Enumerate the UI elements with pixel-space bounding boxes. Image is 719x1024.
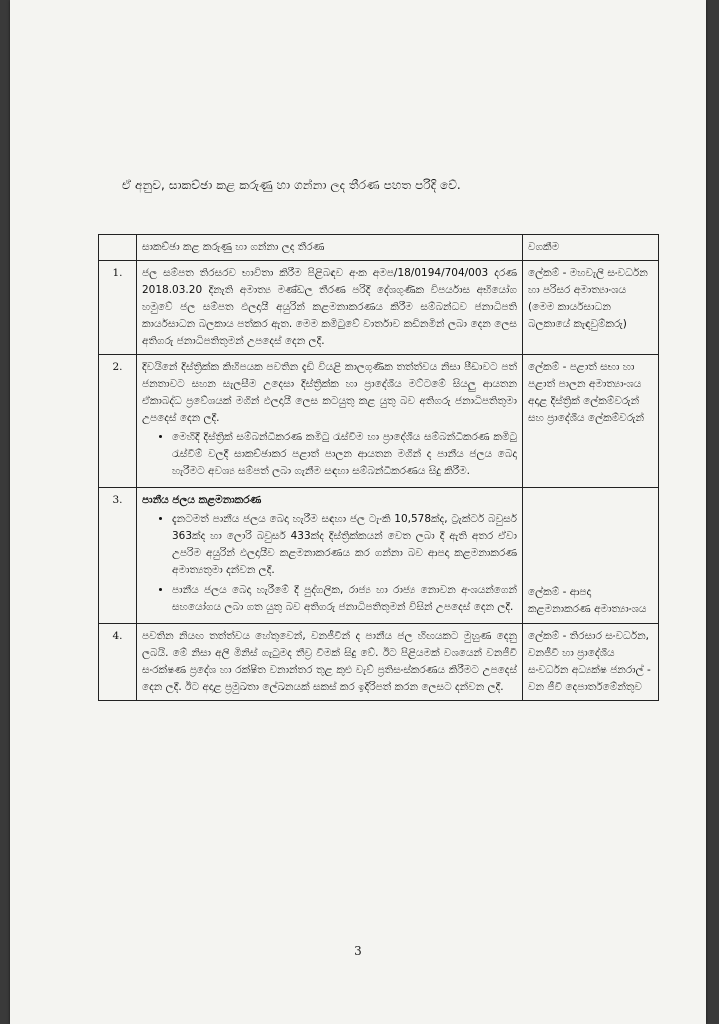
table-header-row	[99, 235, 659, 261]
bullet-item: • පානීය ජලය බෙදා හැරීමේ දී පුද්ගලික, රාජ්‍ය හා රාජ්‍ය නොවන අංශයන්ගෙන් සහයෝගය ලබා ගත යුතු බව අතිගරු ජනාධිපතිතුමන් විසින් උපදෙස් දෙන ලදී.	[172, 582, 517, 616]
document-page	[10, 0, 706, 1024]
row-responsibility: ලේකම් - පළාත් සභා හා පළාත් පාලන අමාත්‍යාංශය අදාළ දිස්ත්‍රික් ලේකම්වරුන් සහ ප්‍රාදේශීය ලේකම්වරුන්	[523, 355, 659, 488]
table-row	[99, 488, 659, 624]
row-decision	[137, 355, 523, 488]
bullet-list	[142, 511, 517, 616]
bullet-item: • මෙහිදී දිස්ත්‍රික් සම්බන්ධීකරණ කමිටු රැස්වීම හා ප්‍රාදේශීය සම්බන්ධීකරණ කමිටු රැස්වීම් වලදී සාකච්ඡාකර පළාත් පාලන ආයතන මගින් ද පානීය ජලය බෙදා හැරීමට අවශ්‍ය සම්පත් ලබා ගැනීම සඳහා සම්බන්ධීකරණය සිදු කිරීම.	[172, 429, 517, 480]
row-number: 3.	[99, 488, 137, 624]
row-decision	[137, 261, 523, 355]
intro-text: ඒ අනුව, සාකච්ඡා කළ කරුණු හා ගන්නා ලද තීරණ පහත පරිදි වේ.	[122, 178, 461, 192]
decisions-table	[98, 234, 659, 701]
bullet-item: • දැනටමත් පානීය ජලය බෙදා හැරීම සඳහා ජල ටැංකි 10,578ක්ද, ට්‍රැක්ටර් බවුසර් 363ක්ද හා ලොරි බවුසර් 433ක්ද දිස්ත්‍රික්කයන් වෙත ලබා දී ඇති අතර ඒවා උපරිම අයුරින් ඵලදායීව කළමනාකරණය කර ගන්නා බව ආපදා කළමනාකරණ අමාත්‍යතුමා දන්වන ලදී.	[172, 511, 517, 579]
table-row	[99, 624, 659, 701]
row-paragraph: දිවයිනේ දිස්ත්‍රික්ක කිහිපයක පවතින දැඩි වියළි කාලගුණික තත්ත්වය නිසා පීඩාවට පත් ජනතාවට සහන සැලසීම උදෙසා දිස්ත්‍රික්ක හා ප්‍රාදේශීය මට්ටමේ සියලු ආයතන ඒකාබද්ධ ප්‍රවේශයක් මගින් ඵලදායී ලෙස කටයුතු කළ යුතු බව අතිගරු ජනාධිපතිතුමා උපදෙස් දෙන ලදී.	[142, 361, 517, 424]
header-responsibility: වගකීම	[523, 235, 659, 261]
row-responsibility	[523, 488, 659, 624]
row-number: 4.	[99, 624, 137, 701]
row-number: 1.	[99, 261, 137, 355]
table-row	[99, 355, 659, 488]
row-responsibility: ලේකම් - මහවැලි සංවර්ධන හා පරිසර අමාත්‍යාංශය (මෙම කාර්යසාධන බලකායේ කැඳවුම්කරු)	[523, 261, 659, 355]
bullet-list	[142, 429, 517, 480]
row-paragraph: පවතින නියඟ තත්ත්වය හේතුවෙන්, වනජීවීන් ද පානීය ජල හිඟයකට මුහුණ දෙනු ලබයි. මේ නිසා අලි මිනිස් ගැටුමද තීව්‍ර වීමක් සිදු වේ. ඊට පිළියමක් වශයෙන් වනජීවී සංරක්ෂණ ප්‍රදේශ හා රක්ෂිත වනාන්තර තුළ කුළු වැව් ප්‍රතිසංස්කරණය කිරීමට උපදෙස් දෙන ලදී. ඊට අදාළ ප්‍රමුඛතා ලේඛනයක් සකස් කර ඉදිරිපත් කරන ලෙසට දන්වන ලදී.	[142, 630, 517, 693]
header-number	[99, 235, 137, 261]
row-decision	[137, 624, 523, 701]
header-decision: සාකච්ඡා කළ කරුණු හා ගන්නා ලද තීරණ	[137, 235, 523, 261]
table-row	[99, 261, 659, 355]
row-responsibility: ලේකම් - තිරසාර සංවර්ධන, වනජීවී හා ප්‍රාදේශීය සංවර්ධන අධ්‍යක්ෂ ජනරාල් - වන ජීවී දෙපාර්තමේන්තුව	[523, 624, 659, 701]
page-number: 3	[354, 944, 362, 958]
row-decision	[137, 488, 523, 624]
row-subheading: පානීය ජලය කළමනාකරණ	[142, 494, 262, 506]
row-paragraph: ජල සම්පත තිරසරව භාවිතා කිරීම පිළිබඳව අංක අමප/18/0194/704/003 දරණ 2018.03.20 දිනැති අමාත්‍ය මණ්ඩල තීරණ පරිදි දේශගුණික විපර්යාස අභියෝග හමුවේ ජල සම්පත ඵලදායී අයුරින් කළමනාකරණය කිරීම සම්බන්ධව ජනාධිපති කාර්යසාධන බලකාය පත්කර ඇත. මෙම කමිටුවේ වාර්තාව කඩිනමින් ලබා දෙන ලෙස අතිගරු ජනාධිපතිතුමන් උපදෙස් දෙන ලදී.	[142, 267, 517, 347]
row-number: 2.	[99, 355, 137, 488]
row-responsibility-text: ලේකම් - ආපදා කළමනාකරණ අමාත්‍යාංශය	[528, 586, 647, 615]
